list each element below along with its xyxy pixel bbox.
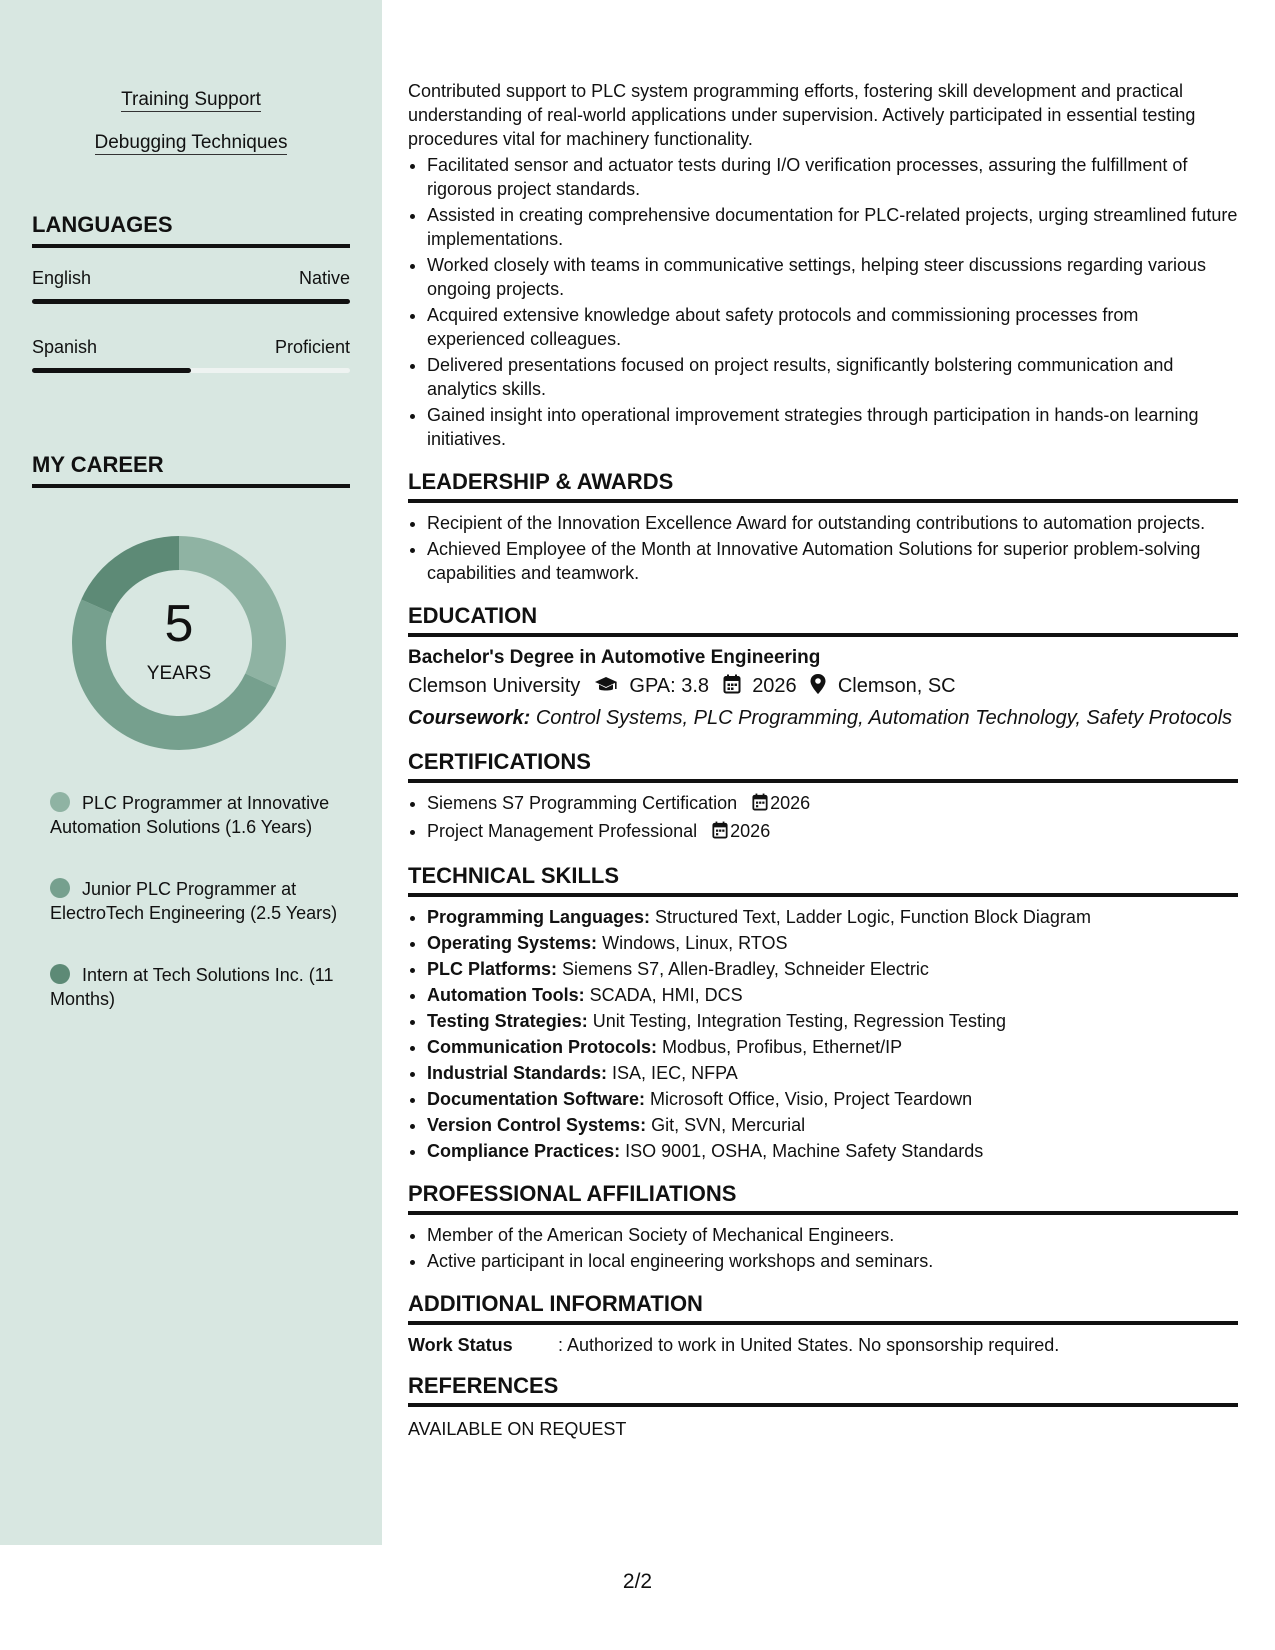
experience-bullets <box>408 153 1238 451</box>
list-item: • Delivered presentations focused on project results, significantly bolstering communication and analytics skills. <box>427 353 1238 401</box>
leadership-heading: LEADERSHIP & AWARDS <box>408 469 1238 503</box>
language-name: Spanish <box>32 337 98 357</box>
graduation-year: 2026 <box>752 675 797 697</box>
work-status-value: : Authorized to work in United States. No sponsorship required. <box>558 1335 1060 1355</box>
career-dot <box>50 964 70 984</box>
affiliations-list <box>408 1223 1238 1273</box>
coursework-label: Coursework: <box>408 707 531 729</box>
skill-category: Industrial Standards: <box>427 1063 608 1083</box>
career-item <box>50 791 340 839</box>
list-item <box>427 819 1238 845</box>
list-item: • Assisted in creating comprehensive documentation for PLC-related projects, urging streamlined future implementations. <box>427 203 1238 251</box>
career-item <box>50 877 340 925</box>
certification-name: Project Management Professional <box>427 821 698 841</box>
list-item <box>427 1139 1238 1163</box>
skill-values: ISO 9001, OSHA, Machine Safety Standards <box>625 1141 984 1161</box>
skill-category: Version Control Systems: <box>427 1115 647 1135</box>
page-number: 2/2 <box>622 1570 653 1593</box>
certification-year: 2026 <box>730 821 771 841</box>
skill-values: Microsoft Office, Visio, Project Teardown <box>650 1089 973 1109</box>
gpa: GPA: 3.8 <box>629 675 710 697</box>
coursework-list: Control Systems, PLC Programming, Automation Technology, Safety Protocols <box>535 707 1233 729</box>
skill-label: Training Support <box>121 89 261 110</box>
career-item <box>50 963 340 1011</box>
references-text: AVAILABLE ON REQUEST <box>408 1419 627 1439</box>
career-text: PLC Programmer at Innovative Automation Solutions (1.6 Years) <box>50 793 330 837</box>
coursework <box>408 703 1238 733</box>
work-status-row <box>408 1333 1238 1357</box>
skill-debugging-techniques <box>0 131 382 155</box>
certifications-list <box>408 791 1238 845</box>
skill-values: Unit Testing, Integration Testing, Regression Testing <box>592 1011 1006 1031</box>
certification-name: Siemens S7 Programming Certification <box>427 793 738 813</box>
skill-category: Documentation Software: <box>427 1089 646 1109</box>
language-level: Native <box>298 268 350 288</box>
list-item <box>427 905 1238 929</box>
experience-summary: Contributed support to PLC system programming efforts, fostering skill development and practical understanding of real-world applications under supervision. Actively participated in essential testing procedures vital for machinery functionality. <box>408 81 1196 149</box>
skill-values: Siemens S7, Allen-Bradley, Schneider Electric <box>562 959 929 979</box>
main-content <box>408 0 1238 1441</box>
list-item <box>427 1061 1238 1085</box>
list-item: • Gained insight into operational improvement strategies through participation in hands-on learning initiatives. <box>427 403 1238 451</box>
list-item <box>427 983 1238 1007</box>
career-text: Intern at Tech Solutions Inc. (11 Months) <box>50 965 334 1009</box>
education-meta <box>408 671 1238 703</box>
skill-category: Communication Protocols: <box>427 1037 658 1057</box>
skill-category: Testing Strategies: <box>427 1011 588 1031</box>
skill-values: Git, SVN, Mercurial <box>651 1115 806 1135</box>
language-bar-spanish <box>32 368 350 373</box>
skill-values: SCADA, HMI, DCS <box>589 985 743 1005</box>
skill-category: PLC Platforms: <box>427 959 558 979</box>
skill-category: Operating Systems: <box>427 933 598 953</box>
career-text: Junior PLC Programmer at ElectroTech Engineering (2.5 Years) <box>50 879 338 923</box>
career-total: 5 <box>164 595 194 653</box>
affiliations-heading: PROFESSIONAL AFFILIATIONS <box>408 1181 1238 1215</box>
graduation-cap-icon <box>594 673 618 703</box>
list-item <box>427 1113 1238 1137</box>
skill-label: Debugging Techniques <box>94 132 288 153</box>
skill-category: Automation Tools: <box>427 985 585 1005</box>
calendar-icon <box>752 793 768 817</box>
list-item <box>427 1035 1238 1059</box>
technical-skills-heading: TECHNICAL SKILLS <box>408 863 1238 897</box>
language-bar-fill <box>32 368 191 373</box>
career-donut <box>66 530 292 756</box>
list-item: • Worked closely with teams in communicative settings, helping steer discussions regarding various ongoing projects. <box>427 253 1238 301</box>
skill-values: Structured Text, Ladder Logic, Function Block Diagram <box>655 907 1091 927</box>
location-pin-icon <box>810 673 826 703</box>
list-item: • Active participant in local engineering workshops and seminars. <box>427 1249 1238 1273</box>
additional-info-heading: ADDITIONAL INFORMATION <box>408 1291 1238 1325</box>
list-item: • Member of the American Society of Mechanical Engineers. <box>427 1223 1238 1247</box>
skill-category: Programming Languages: <box>427 907 651 927</box>
career-dot <box>50 878 70 898</box>
list-item <box>427 1009 1238 1033</box>
degree-title: Bachelor's Degree in Automotive Engineering <box>408 647 821 668</box>
list-item <box>427 931 1238 955</box>
calendar-icon <box>712 821 728 845</box>
career-unit: YEARS <box>146 663 212 684</box>
school-location: Clemson, SC <box>837 675 956 697</box>
certification-year: 2026 <box>770 793 811 813</box>
language-bar-fill <box>32 299 350 304</box>
language-name: English <box>32 268 92 288</box>
list-item <box>427 957 1238 981</box>
list-item: • Acquired extensive knowledge about safety protocols and commissioning processes from experienced colleagues. <box>427 303 1238 351</box>
skill-values: Modbus, Profibus, Ethernet/IP <box>662 1037 903 1057</box>
work-status-label: Work Status <box>408 1335 513 1355</box>
list-item: • Recipient of the Innovation Excellence Award for outstanding contributions to automation projects. <box>427 511 1238 535</box>
technical-skills-list <box>408 905 1238 1163</box>
leadership-list <box>408 511 1238 585</box>
list-item: • Achieved Employee of the Month at Innovative Automation Solutions for superior problem-solving capabilities and teamwork. <box>427 537 1238 585</box>
language-level: Proficient <box>274 337 350 357</box>
list-item <box>427 791 1238 817</box>
references-heading: REFERENCES <box>408 1373 1238 1407</box>
list-item: • Facilitated sensor and actuator tests during I/O verification processes, assuring the fulfillment of rigorous project standards. <box>427 153 1238 201</box>
skill-values: Windows, Linux, RTOS <box>602 933 788 953</box>
list-item <box>427 1087 1238 1111</box>
education-heading: EDUCATION <box>408 603 1238 637</box>
school-name: Clemson University <box>408 675 581 697</box>
languages-heading: LANGUAGES <box>32 212 350 248</box>
skill-values: ISA, IEC, NFPA <box>612 1063 738 1083</box>
skill-training-support <box>0 88 382 112</box>
certifications-heading: CERTIFICATIONS <box>408 749 1238 783</box>
calendar-icon <box>723 673 741 703</box>
sidebar <box>0 0 382 1545</box>
skill-category: Compliance Practices: <box>427 1141 621 1161</box>
language-bar-english <box>32 299 350 304</box>
career-heading: MY CAREER <box>32 452 350 488</box>
career-dot <box>50 792 70 812</box>
